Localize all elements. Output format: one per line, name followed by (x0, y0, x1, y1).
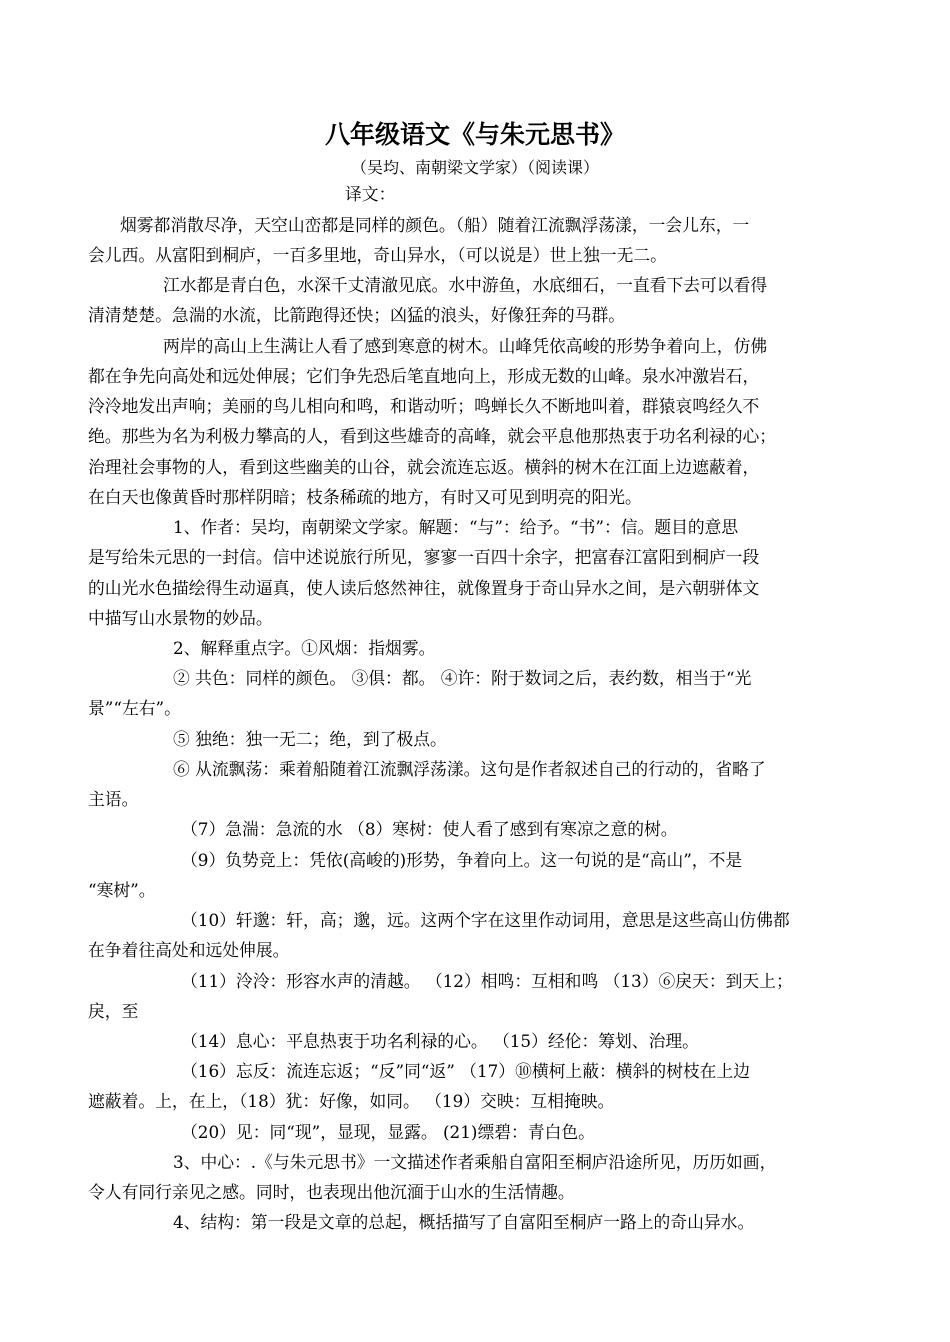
body-line: （7）急湍：急流的水 （8）寒树：使人看了感到有寒凉之意的树。 (181, 819, 678, 839)
body-line: 2、解释重点字。①风烟：指烟雾。 (173, 638, 436, 658)
body-line: 景”“左右”。 (88, 698, 181, 718)
body-line: ⑤ 独绝：独一无二；绝，到了极点。 (173, 729, 447, 749)
body-line: “寒树”。 (88, 880, 156, 900)
body-line: 在白天也像黄昏时那样阴暗；枝条稀疏的地方，有时又可见到明亮的阳光。 (88, 487, 642, 507)
body-line: 是写给朱元思的一封信。信中述说旅行所见，寥寥一百四十余字，把富春江富阳到桐庐一段 (88, 547, 760, 567)
body-line: ⑥ 从流飘荡：乘着船随着江流飘浮荡漾。这句是作者叙述自己的行动的，省略了 (173, 759, 766, 779)
body-line: 1、作者：吴均，南朝梁文学家。解题：“与”：给予。“书”：信。题目的意思 (173, 517, 739, 537)
body-line: 遮蔽着。上，在上，（18）犹：好像，如同。 （19）交映：互相掩映。 (88, 1091, 615, 1111)
body-line: 会儿西。从富阳到桐庐，一百多里地，奇山异水，（可以说是）世上独一无二。 (88, 245, 667, 265)
body-line: 中描写山水景物的妙品。 (88, 608, 273, 628)
body-line: 绝。那些为名为利极力攀高的人，看到这些雄奇的高峰，就会平息他那热衷于功名利禄的心； (88, 426, 777, 446)
body-line: （16）忘反：流连忘返；“反”同“返” （17）⑩横柯上蔽：横斜的树枝在上边 (181, 1061, 751, 1081)
body-line: （10）轩邈：轩，高；邈，远。这两个字在这里作动词用，意思是这些高山仿佛都 (181, 910, 790, 930)
body-line: （20）见：同“现”，显现，显露。 (21)缥碧：青白色。 (181, 1122, 595, 1142)
body-line: 江水都是青白色，水深千丈清澈见底。水中游鱼，水底细石，一直看下去可以看得 (163, 275, 768, 295)
body-line: 都在争先向高处和远处伸展；它们争先恐后笔直地向上，形成无数的山峰。泉水冲激岩石， (88, 366, 760, 386)
body-line: 主语。 (88, 789, 139, 809)
body-line: 烟雾都消散尽净，天空山峦都是同样的颜色。（船）随着江流飘浮荡漾，一会儿东，一 (120, 215, 750, 235)
body-line: 两岸的高山上生满让人看了感到寒意的树木。山峰凭依高峻的形势争着向上，仿佛 (163, 336, 768, 356)
body-line: 的山光水色描绘得生动逼真，使人读后悠然神往，就像置身于奇山异水之间，是六朝骈体文 (88, 578, 760, 598)
body-line: 在争着往高处和远处伸展。 (88, 940, 290, 960)
body-line: 治理社会事物的人，看到这些幽美的山谷，就会流连忘返。横斜的树木在江面上边遮蔽着， (88, 457, 760, 477)
body-line: 4、结构：第一段是文章的总起，概括描写了自富阳至桐庐一路上的奇山异水。 (173, 1212, 755, 1232)
body-line: （11）泠泠：形容水声的清越。 （12）相鸣：互相和鸣 （13）⑥戾天：到天上； (181, 971, 793, 991)
page-subtitle: （吴均、南朝梁文学家）（阅读课） (350, 158, 599, 177)
body-line: 清清楚楚。急湍的水流，比箭跑得还快；凶猛的浪头，好像狂奔的马群。 (88, 305, 626, 325)
body-line: ② 共色：同样的颜色。 ③俱：都。 ④许：附于数词之后，表约数，相当于“光 (173, 668, 752, 688)
body-line: 戾，至 (88, 1001, 139, 1021)
body-line: （9）负势竞上：凭依(高峻的)形势，争着向上。这一句说的是“高山”，不是 (181, 850, 743, 870)
body-line: 译文： (345, 184, 396, 204)
body-line: 泠泠地发出声响；美丽的鸟儿相向和鸣，和谐动听；鸣蝉长久不断地叫着，群猿哀鸣经久不 (88, 396, 760, 416)
body-line: 3、中心：.《与朱元思书》一文描述作者乘船自富阳至桐庐沿途所见，历历如画， (173, 1152, 777, 1172)
body-line: （14）息心：平息热衷于功名利禄的心。 （15）经伦：筹划、治理。 (181, 1031, 699, 1051)
body-line: 令人有同行亲见之感。同时，也表现出他沉湎于山水的生活情趣。 (88, 1182, 575, 1202)
page-title: 八年级语文《与朱元思书》 (324, 120, 625, 149)
